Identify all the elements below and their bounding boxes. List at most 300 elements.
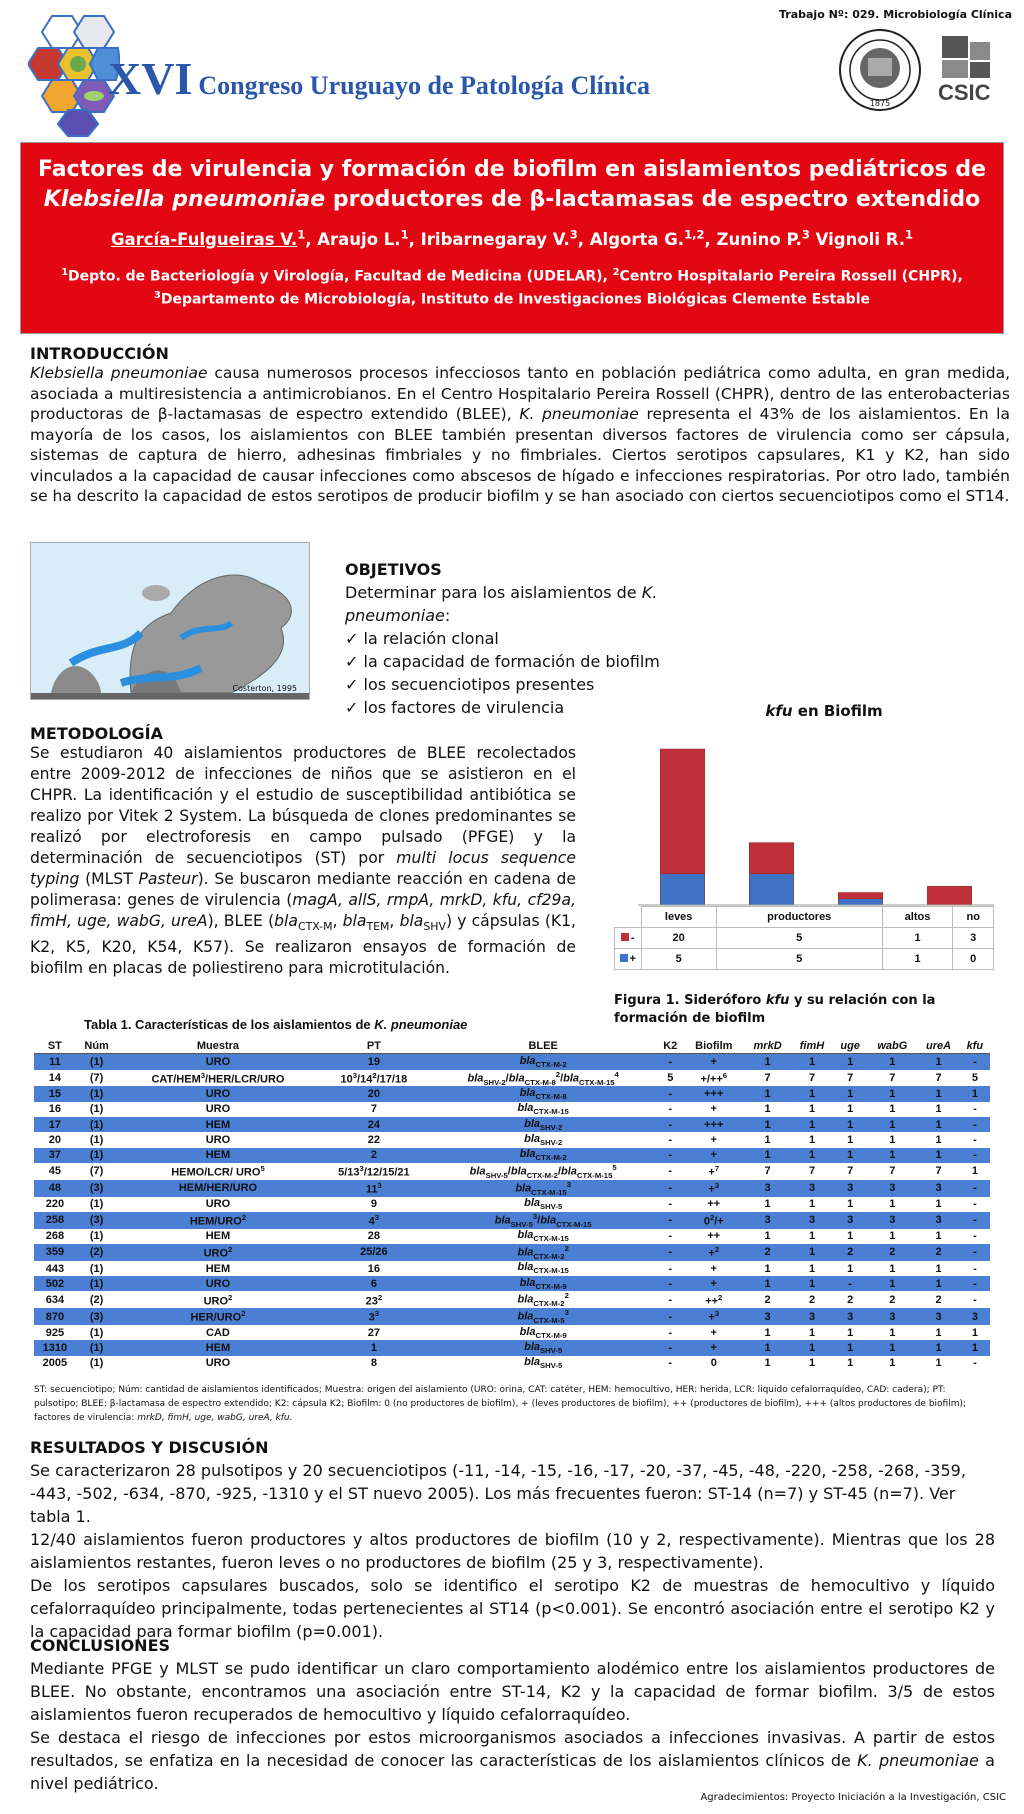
objetivos-section [345, 558, 765, 719]
authors [21, 227, 1003, 249]
table-cell: 220 [34, 1197, 76, 1212]
table-cell: HEM [117, 1148, 318, 1163]
table-cell: 2 [833, 1244, 868, 1261]
column-header: ureA [917, 1038, 960, 1054]
table-cell: 7 [744, 1163, 791, 1180]
table-cell: (2) [76, 1244, 118, 1261]
table-cell: HEMO/LCR/ URO$^5$ [117, 1163, 318, 1180]
table-cell: HEM [117, 1117, 318, 1132]
author-5: Vignoli R.$^1$ [809, 227, 914, 249]
csic-text: CSIC [938, 80, 991, 105]
table-cell: 268 [34, 1229, 76, 1244]
table-cell: 1 [791, 1102, 833, 1117]
table-cell: - [960, 1356, 990, 1371]
table-cell: (1) [76, 1325, 118, 1340]
table-cell: + [684, 1132, 745, 1147]
table-cell: bla$_{CTX-M-15}$ [429, 1261, 657, 1276]
table-cell: 1 [744, 1102, 791, 1117]
table-cell: 1 [791, 1340, 833, 1355]
table-cell: bla$_{SHV-5}$ [429, 1340, 657, 1355]
table-cell: 1 [960, 1325, 990, 1340]
legend-neg: - [615, 928, 642, 949]
column-header: K2 [657, 1038, 683, 1054]
csic-logo [938, 36, 998, 106]
table-cell: +/++$^6$ [684, 1070, 745, 1087]
table-cell: 925 [34, 1325, 76, 1340]
table-row [34, 1276, 990, 1291]
table-cell: - [960, 1180, 990, 1197]
affiliations: $^1$Depto. de Bacteriología y Virología, Facultad de Medicina (UDELAR), $^2$Centro Hospitalario Pereira Rossell (CHPR), $^3$Departamento de Microbiología, Instituto de Investigaciones Biológicas Clemente Estable [61, 266, 963, 308]
table-cell: 20 [318, 1086, 429, 1101]
table-cell: 1 [960, 1340, 990, 1355]
resultados-p3: De los serotipos capsulares buscados, solo se identifico el serotipo K2 de muestras de hemocultivo y líquido cefalorraquídeo principalmente, todas pertenecientes al ST14 (p<0.001). Se encontró asociación entre el serotipo K2 y la capacidad para formar biofilm (p=0.001). [30, 1576, 995, 1641]
table-cell: - [960, 1291, 990, 1308]
objetivo-item: ✓ los factores de virulencia [345, 698, 565, 717]
table-cell: 3 [960, 1308, 990, 1325]
column-header: Biofilm [684, 1038, 745, 1054]
table-cell: 3 [917, 1308, 960, 1325]
resultados-section [30, 1436, 995, 1643]
objetivo-item: ✓ la capacidad de formación de biofilm [345, 652, 660, 671]
table-cell: (1) [76, 1117, 118, 1132]
table-cell: 1 [791, 1054, 833, 1070]
figure-caption: Figura 1. Sideróforo kfu y su relación con la formación de biofilm [614, 993, 936, 1026]
table-cell: HEM [117, 1261, 318, 1276]
table-cell: 1 [867, 1148, 917, 1163]
table-cell: - [657, 1325, 683, 1340]
table-cell: URO [117, 1054, 318, 1070]
table-cell: (1) [76, 1054, 118, 1070]
table-row [34, 1229, 990, 1244]
table-row [34, 1163, 990, 1180]
table-cell: 28 [318, 1229, 429, 1244]
table-cell: $4^3$ [318, 1212, 429, 1229]
table-cell: 1 [867, 1229, 917, 1244]
column-header: mrkD [744, 1038, 791, 1054]
conclusiones-section [30, 1634, 995, 1795]
table-cell: bla$_{CTX-M-2}^2$ [429, 1244, 657, 1261]
table-cell: 1 [917, 1340, 960, 1355]
table-cell: 1 [791, 1148, 833, 1163]
table-cell: 1 [833, 1148, 868, 1163]
table-cell: + [684, 1102, 745, 1117]
table-cell: 3 [791, 1308, 833, 1325]
congress-number: XVI [108, 53, 193, 104]
isolates-table-wrap [34, 1038, 990, 1371]
table-cell: 7 [833, 1163, 868, 1180]
poster-title-line1: Factores de virulencia y formación de biofilm en aislamientos pediátricos de [37, 157, 987, 182]
table-cell: - [657, 1356, 683, 1371]
table-cell: URO [117, 1102, 318, 1117]
table-cell: bla$_{CTX-M-15}$ [429, 1229, 657, 1244]
table-cell: 870 [34, 1308, 76, 1325]
table-cell: 1 [791, 1356, 833, 1371]
chart-value-label: 3 [953, 928, 994, 949]
objetivo-item: ✓ los secuenciotipos presentes [345, 675, 595, 694]
table-cell: +$^7$ [684, 1163, 745, 1180]
table-cell: 1 [833, 1325, 868, 1340]
table-cell: bla$_{CTX-M-15}$ [429, 1102, 657, 1117]
table-cell: - [960, 1212, 990, 1229]
table-cell: $3^3$ [318, 1308, 429, 1325]
table-cell: $10^3/14^2/17/18$ [318, 1070, 429, 1087]
table-cell: 1 [791, 1261, 833, 1276]
kfu-chart [614, 702, 994, 1028]
table-cell: 1 [833, 1356, 868, 1371]
table-cell: ++$^2$ [684, 1291, 745, 1308]
column-header: Muestra [117, 1038, 318, 1054]
table-cell: - [657, 1261, 683, 1276]
table-cell: 1 [744, 1117, 791, 1132]
table-cell: 1 [744, 1325, 791, 1340]
table-cell: 3 [867, 1212, 917, 1229]
table-cell: +++ [684, 1086, 745, 1101]
author-1: , Araujo L.$^1$ [305, 227, 409, 249]
table-cell: + [684, 1148, 745, 1163]
intro-section [30, 344, 1010, 507]
table-cell: 1 [791, 1086, 833, 1101]
footer-acknowledgements: Agradecimientos: Proyecto Iniciación a la Investigación, CSIC [700, 1792, 1006, 1803]
table-cell: (3) [76, 1180, 118, 1197]
table-cell: - [960, 1229, 990, 1244]
table-cell: 25/26 [318, 1244, 429, 1261]
table-cell: bla$_{SHV-2}$ [429, 1117, 657, 1132]
table-cell: 1 [833, 1132, 868, 1147]
table-cell: - [657, 1180, 683, 1197]
author-2: , Iribarnegaray V.$^3$ [408, 227, 578, 249]
table-cell: - [657, 1212, 683, 1229]
chart-data-table [614, 906, 994, 970]
isolates-table [34, 1038, 990, 1371]
table-cell: - [657, 1132, 683, 1147]
bar-altos-neg [838, 893, 883, 899]
table-cell: 2 [917, 1291, 960, 1308]
table-cell: CAD [117, 1325, 318, 1340]
check-icon: ✓ [345, 652, 364, 671]
table-cell: 1 [791, 1276, 833, 1291]
table-cell: + [684, 1261, 745, 1276]
table-cell: 9 [318, 1197, 429, 1212]
table-cell: 1 [917, 1148, 960, 1163]
table-cell: 24 [318, 1117, 429, 1132]
table-cell: 8 [318, 1356, 429, 1371]
table-cell: 1 [833, 1102, 868, 1117]
table-cell: 6 [318, 1276, 429, 1291]
table-cell: HEM [117, 1340, 318, 1355]
chart-value-label: 5 [641, 949, 716, 970]
table-cell: 1 [744, 1261, 791, 1276]
chart-value-label: 5 [716, 928, 882, 949]
table-row [34, 1132, 990, 1147]
table-cell: URO [117, 1086, 318, 1101]
resultados-heading: RESULTADOS Y DISCUSIÓN [30, 1438, 269, 1457]
table-cell: CAT/HEM$^3$/HER/LCR/URO [117, 1070, 318, 1087]
table-cell: 3 [833, 1180, 868, 1197]
table-cell: 17 [34, 1117, 76, 1132]
conclusiones-p2: Se destaca el riesgo de infecciones por estos microorganismos asociados a infecciones invasivas. A partir de estos resultados, se enfatiza en la necesidad de conocer las características de los aislamientos clínicos de K. pneumoniae a nivel pediátrico. [30, 1728, 995, 1793]
table-cell: 634 [34, 1291, 76, 1308]
table-cell: 1 [917, 1054, 960, 1070]
trabajo-label: Trabajo Nº: 029. Microbiología Clínica [778, 8, 1012, 21]
bar-productores-neg [749, 843, 794, 874]
chart-value-label: 1 [882, 928, 953, 949]
table-cell: 1 [744, 1340, 791, 1355]
table-cell: (3) [76, 1212, 118, 1229]
table-cell: 1 [833, 1340, 868, 1355]
metodologia-text: Se estudiaron 40 aislamientos productores de BLEE recolectados entre 2009-2012 de infecciones de niños que se asistieron en el CHPR. La identificación y el estudio de susceptibilidad antibiótica se realizo por Vitek 2 System. La búsqueda de clones predominantes se realizó por electroforesis en campo pulsado (PFGE) y la determinación de secuenciotipos (ST) por multi locus sequence typing (MLST Pasteur). Se buscaron mediante reacción en cadena de polimerasa: genes de virulencia (magA, allS, rmpA, mrkD, kfu, cf29a, fimH, uge, wabG, ureA), BLEE (bla$_{CTX-M}$, bla$_{TEM}$, bla$_{SHV}$) y cápsulas (K1, K2, K5, K20, K54, K57). Se realizaron ensayos de formación de biofilm en placas de poliestireno para microtitulación. [30, 744, 577, 978]
table-cell: 1 [791, 1197, 833, 1212]
conclusiones-heading: CONCLUSIONES [30, 1636, 171, 1655]
table-cell: (1) [76, 1132, 118, 1147]
table-cell: 1 [791, 1117, 833, 1132]
table-cell: 1 [960, 1086, 990, 1101]
table-cell: 27 [318, 1325, 429, 1340]
congress-title [108, 52, 650, 105]
table-cell: 1 [917, 1261, 960, 1276]
table-cell: URO$^2$ [117, 1291, 318, 1308]
table-cell: 3 [744, 1308, 791, 1325]
title-banner [20, 142, 1004, 334]
table-cell: 3 [867, 1180, 917, 1197]
table-cell: 1 [867, 1197, 917, 1212]
column-header: kfu [960, 1038, 990, 1054]
table-cell: 1 [867, 1102, 917, 1117]
table-cell: bla$_{SHV-5}$ [429, 1356, 657, 1371]
table-cell: ++ [684, 1197, 745, 1212]
table-cell: 1 [917, 1229, 960, 1244]
table-cell: 1 [744, 1148, 791, 1163]
table-cell: 1 [917, 1132, 960, 1147]
table-cell: 1 [917, 1117, 960, 1132]
resultados-p2: 12/40 aislamientos fueron productores y altos productores de biofilm (10 y 2, respectivamente). Mientras que los 28 aislamientos restantes, fueron leves o no productores de biofilm (25 y 3, respectivamente). [30, 1530, 995, 1572]
table-cell: 2 [744, 1291, 791, 1308]
table-cell: 2 [867, 1291, 917, 1308]
university-seal [838, 28, 922, 112]
table-cell: - [657, 1148, 683, 1163]
resultados-p1: Se caracterizaron 28 pulsotipos y 20 secuenciotipos (-11, -14, -15, -16, -17, -20, -37, -45, -48, -220, -258, -268, -359, -443, -502, -634, -870, -925, -1310 y el ST nuevo 2005). Los más frecuentes fueron: ST-14 (n=7) y ST-45 (n=7). Ver tabla 1. [30, 1461, 966, 1526]
bar-leves-neg [660, 749, 705, 874]
table-cell: 11 [34, 1054, 76, 1070]
table-cell: 1 [867, 1356, 917, 1371]
table-cell: + [684, 1276, 745, 1291]
congress-logo [28, 14, 120, 138]
table-cell: bla$_{CTX-M-8}$ [429, 1086, 657, 1101]
table-cell: - [960, 1276, 990, 1291]
table-cell: 0 [684, 1356, 745, 1371]
table-cell: 1 [833, 1229, 868, 1244]
table-cell: URO [117, 1197, 318, 1212]
table-cell: 1 [318, 1340, 429, 1355]
table-cell: 45 [34, 1163, 76, 1180]
table-cell: 7 [867, 1070, 917, 1087]
table-cell: 1 [833, 1086, 868, 1101]
table-cell: (1) [76, 1340, 118, 1355]
table-cell: 1 [917, 1356, 960, 1371]
table-cell: 3 [833, 1212, 868, 1229]
table-cell: + [684, 1325, 745, 1340]
table-row [34, 1261, 990, 1276]
table-cell: 2 [318, 1148, 429, 1163]
table-cell: +$^3$ [684, 1308, 745, 1325]
table-cell: 2 [917, 1244, 960, 1261]
chart-value-label: 20 [641, 928, 716, 949]
table-cell: 1 [867, 1261, 917, 1276]
table-cell: +$^2$ [684, 1244, 745, 1261]
table-row [34, 1086, 990, 1101]
table-cell: 2 [867, 1244, 917, 1261]
table-cell: 1 [833, 1197, 868, 1212]
table-cell: 1 [867, 1340, 917, 1355]
table-cell: 1 [917, 1102, 960, 1117]
table-cell: 1 [744, 1086, 791, 1101]
table-cell: - [960, 1148, 990, 1163]
table-cell: - [657, 1340, 683, 1355]
table-cell: 3 [744, 1180, 791, 1197]
conclusiones-p1: Mediante PFGE y MLST se pudo identificar un claro comportamiento alodémico entre los aislamientos productores de BLEE. No obstante, encontramos una asociación entre ST-14, K2 y la capacidad de formar biofilm. 3/5 de estos aislamientos fueron recuperados de hemocultivo y líquido cefalorraquídeo. [30, 1659, 995, 1724]
table-row [34, 1054, 990, 1070]
intro-heading: INTRODUCCIÓN [30, 344, 169, 363]
table-row [34, 1197, 990, 1212]
table-cell: - [657, 1086, 683, 1101]
table-cell: ++ [684, 1229, 745, 1244]
table-cell: 1 [744, 1132, 791, 1147]
table-cell: URO$^2$ [117, 1244, 318, 1261]
table-cell: 1 [867, 1054, 917, 1070]
table-cell: (1) [76, 1197, 118, 1212]
table-cell: 1 [867, 1117, 917, 1132]
table-cell: 5 [960, 1070, 990, 1087]
table-cell: 502 [34, 1276, 76, 1291]
table-cell: - [960, 1054, 990, 1070]
table-cell: 1310 [34, 1340, 76, 1355]
metodologia-section [30, 724, 576, 979]
table-row [34, 1291, 990, 1308]
table-cell: + [684, 1054, 745, 1070]
column-header: wabG [867, 1038, 917, 1054]
table-cell: 7 [791, 1163, 833, 1180]
table-cell: - [960, 1102, 990, 1117]
check-icon: ✓ [345, 675, 364, 694]
column-header: uge [833, 1038, 868, 1054]
table-cell: (1) [76, 1261, 118, 1276]
chart-plot [614, 726, 994, 906]
table-cell: $0^2/+$ [684, 1212, 745, 1229]
table-row [34, 1070, 990, 1087]
bar-productores-pos [749, 874, 794, 905]
figure-credit: Costerton, 1995 [232, 684, 297, 693]
table-cell: 1 [833, 1261, 868, 1276]
table-cell: 1 [791, 1132, 833, 1147]
objetivos-intro: Determinar para los aislamientos de K. pneumoniae: [345, 583, 658, 625]
bar-leves-pos [660, 874, 705, 905]
table-cell: - [657, 1163, 683, 1180]
chart-category-label: leves [641, 907, 716, 928]
table-cell: 15 [34, 1086, 76, 1101]
table-cell: 3 [744, 1212, 791, 1229]
table-cell: - [960, 1117, 990, 1132]
table-cell: bla$_{CTX-M-2}^2$ [429, 1291, 657, 1308]
table-cell: 1 [917, 1276, 960, 1291]
table-cell: (1) [76, 1148, 118, 1163]
table-cell: 5 [657, 1070, 683, 1087]
table-cell: (3) [76, 1308, 118, 1325]
table-cell: 1 [791, 1325, 833, 1340]
table-cell: $5/13^3/12/15/21$ [318, 1163, 429, 1180]
table-cell: bla$_{SHV-5}$/bla$_{CTX-M-2}$/bla$_{CTX-M-15}^5$ [429, 1163, 657, 1180]
table-cell: 2 [833, 1291, 868, 1308]
table-cell: (7) [76, 1163, 118, 1180]
table-cell: (1) [76, 1102, 118, 1117]
poster-title-line2: Klebsiella pneumoniae productores de β-lactamasas de espectro extendido [43, 187, 981, 212]
metodologia-heading: METODOLOGÍA [30, 724, 163, 743]
table-cell: 1 [960, 1163, 990, 1180]
table-cell: - [657, 1102, 683, 1117]
check-icon: ✓ [345, 629, 364, 648]
objetivos-heading: OBJETIVOS [345, 560, 442, 579]
table-cell: $23^2$ [318, 1291, 429, 1308]
table-cell: HEM [117, 1229, 318, 1244]
table-cell: 1 [917, 1325, 960, 1340]
table-cell: - [657, 1291, 683, 1308]
table-cell: (1) [76, 1229, 118, 1244]
table-cell: 1 [744, 1054, 791, 1070]
table-row [34, 1356, 990, 1371]
table-cell: - [657, 1229, 683, 1244]
table-cell: 1 [867, 1325, 917, 1340]
author-4: , Zunino P.$^3$ [704, 227, 810, 249]
table-cell: 2 [791, 1291, 833, 1308]
table-cell: 443 [34, 1261, 76, 1276]
table-cell: bla$_{CTX-M-5}^3$ [429, 1308, 657, 1325]
table-cell: (1) [76, 1356, 118, 1371]
table-cell: 1 [744, 1356, 791, 1371]
table-cell: (1) [76, 1276, 118, 1291]
table-cell: URO [117, 1356, 318, 1371]
table-cell: 7 [744, 1070, 791, 1087]
table-cell: 16 [318, 1261, 429, 1276]
biofilm-illustration [30, 542, 310, 700]
table-cell: 1 [744, 1229, 791, 1244]
table-cell: 3 [917, 1212, 960, 1229]
table-cell: 3 [791, 1212, 833, 1229]
table-cell: 3 [867, 1308, 917, 1325]
table-cell: bla$_{CTX-M-9}$ [429, 1325, 657, 1340]
table-row [34, 1148, 990, 1163]
table-cell: 258 [34, 1212, 76, 1229]
table-cell: 22 [318, 1132, 429, 1147]
table-cell: 1 [833, 1117, 868, 1132]
author-3: , Algorta G.$^{1,2}$ [577, 227, 705, 249]
table-cell: 359 [34, 1244, 76, 1261]
table-cell: 14 [34, 1070, 76, 1087]
table-cell: - [960, 1244, 990, 1261]
table-cell: - [657, 1197, 683, 1212]
seal-year: 1875 [869, 99, 891, 108]
table-cell: 7 [917, 1070, 960, 1087]
check-icon: ✓ [345, 698, 364, 717]
table-header-row [34, 1038, 990, 1054]
table-cell: (1) [76, 1086, 118, 1101]
table-row [34, 1244, 990, 1261]
table-cell: 1 [791, 1229, 833, 1244]
table-cell: 37 [34, 1148, 76, 1163]
column-header: Núm [76, 1038, 118, 1054]
table-cell: 7 [917, 1163, 960, 1180]
table-row [34, 1180, 990, 1197]
table-row [34, 1325, 990, 1340]
table-cell: - [657, 1244, 683, 1261]
table-cell: 7 [867, 1163, 917, 1180]
